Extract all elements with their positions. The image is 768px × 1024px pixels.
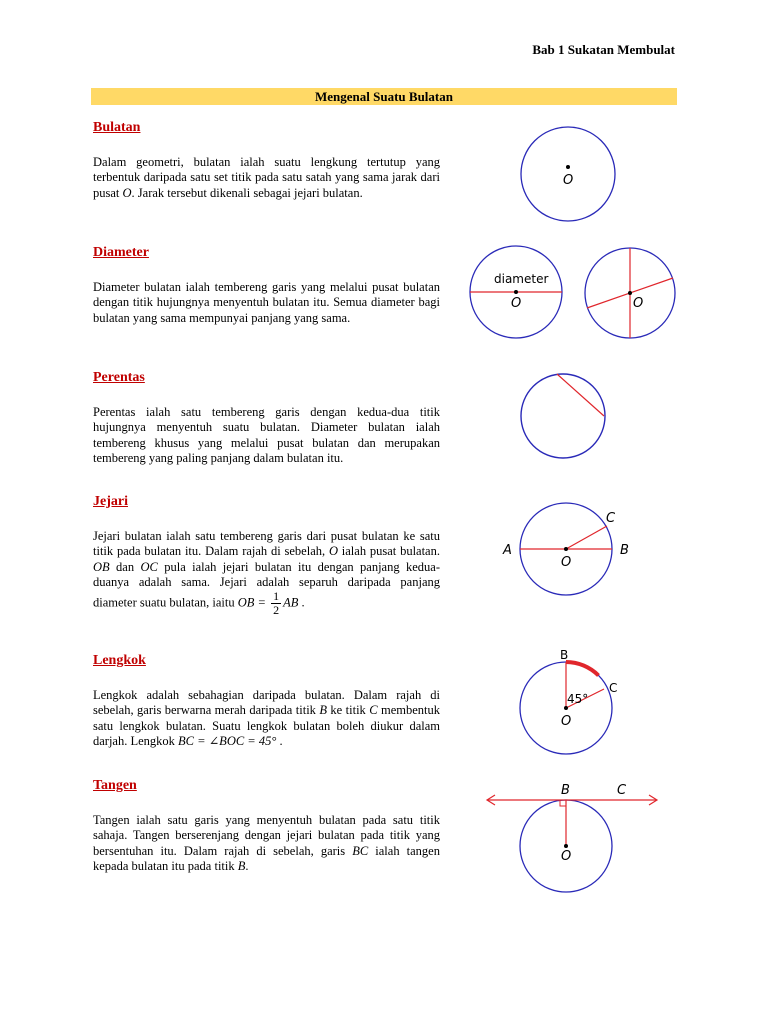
equation-lhs: OB =	[237, 595, 266, 610]
figure-chord	[518, 372, 613, 467]
heading-bulatan: Bulatan	[93, 120, 141, 135]
figure-arc	[512, 645, 632, 760]
label-o-left: O	[511, 296, 522, 311]
label-angle: 45°	[567, 692, 589, 706]
section-bulatan	[93, 120, 440, 201]
fraction-half: $\frac{1}{2}$	[273, 589, 280, 618]
text-diameter: Diameter bulatan ialah tembereng garis yang melalui pusat bulatan dengan titik hujungnya menyentuh bulatan itu. Semua diameter bagi bulatan yang sama mempunyai panjang yang sama.	[93, 280, 440, 325]
heading-tangen: Tangen	[93, 778, 137, 793]
label-o-right: O	[633, 296, 644, 311]
label-o: O	[561, 714, 572, 729]
radius-oc	[566, 526, 607, 549]
circle	[521, 374, 605, 458]
label-c: C	[609, 681, 618, 695]
figure-circle	[515, 120, 625, 230]
centre-point	[564, 547, 568, 551]
centre-point-right	[628, 291, 632, 295]
figure-tangent	[484, 780, 664, 895]
page-title: Mengenal Suatu Bulatan	[91, 88, 677, 105]
chord-line	[557, 374, 604, 416]
label-a: A	[503, 543, 512, 558]
centre-point	[566, 165, 570, 169]
chapter-header: Bab 1 Sukatan Membulat	[532, 42, 675, 57]
figure-diameter	[470, 245, 680, 345]
text-lengkok: Lengkok adalah sebahagian daripada bulatan. Dalam rajah di sebelah, garis berwarna merah daripada titik B ke titik C membentuk satu lengkok bulatan. Suatu lengkok bulatan boleh diukur dalam darjah. Lengkok BC = ∠BOC = 45° .	[93, 688, 441, 748]
label-diameter: diameter	[494, 272, 549, 286]
section-jejari	[93, 494, 440, 617]
heading-perentas: Perentas	[93, 370, 145, 385]
figure-radius	[498, 502, 638, 602]
label-c: C	[606, 511, 616, 526]
equation-arc: BC = ∠BOC = 45°	[178, 733, 277, 748]
centre-point-left	[514, 290, 518, 294]
label-b: B	[560, 648, 569, 662]
section-tangen	[93, 778, 440, 874]
label-o: O	[563, 173, 574, 188]
text-perentas: Perentas ialah satu tembereng garis dengan kedua-dua titik hujungnya menyentuh suatu bulatan. Diameter bulatan ialah tembereng khusus yang melalui pusat bulatan dan merupakan tembereng yang paling panjang dalam bulatan itu.	[93, 405, 440, 465]
heading-lengkok: Lengkok	[93, 653, 146, 668]
label-o: O	[561, 555, 572, 570]
section-diameter	[93, 245, 440, 326]
section-perentas	[93, 370, 440, 466]
arc-bc	[566, 662, 599, 676]
label-c: C	[617, 783, 627, 798]
text-tangen: Tangen ialah satu garis yang menyentuh bulatan pada satu titik sahaja. Tangen berserenjang dengan jejari bulatan pada titik yang bersentuhan itu. Dalam rajah di sebelah, garis BC ialah tangen kepada bulatan itu pada titik B.	[93, 813, 440, 873]
label-b: B	[561, 783, 570, 798]
text-bulatan: Dalam geometri, bulatan ialah suatu lengkung tertutup yang terbentuk daripada satu set titik pada satu satah yang sama jarak dari pusat O. Jarak tersebut dikenali sebagai jejari bulatan.	[93, 155, 440, 200]
heading-diameter: Diameter	[93, 245, 149, 260]
heading-jejari: Jejari	[93, 494, 128, 509]
section-lengkok	[93, 653, 440, 749]
text-jejari: Jejari bulatan ialah satu tembereng garis dari pusat bulatan ke satu titik pada bulatan itu. Dalam rajah di sebelah, O ialah pusat bulatan. OB dan OC pula ialah jejari bulatan itu dengan panjang kedua-duanya adalah sama. Jejari adalah separuh daripada panjang diameter suatu bulatan, iaitu OB = $\frac{1}{2}$ AB .	[93, 529, 440, 618]
centre-point	[564, 706, 568, 710]
label-b: B	[620, 543, 629, 558]
label-o: O	[561, 849, 572, 864]
centre-point	[564, 844, 568, 848]
